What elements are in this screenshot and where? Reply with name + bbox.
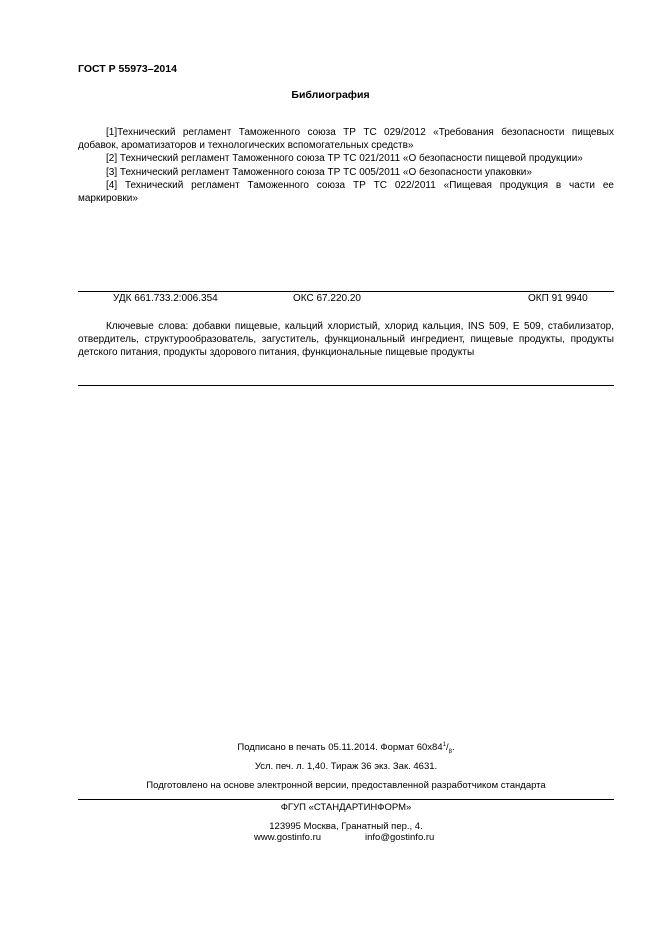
bibliography-item-2: [2] Технический регламент Таможенного союза ТР ТС 021/2011 «О безопасности пищевой продукции» xyxy=(106,153,583,165)
bibliography-item-1: [1]Технический регламент Таможенного союза ТР ТС 029/2012 «Требования безопасности пищевых добавок, ароматизаторов и технологических вспомогательных средств» xyxy=(78,127,614,152)
signed-suffix: . xyxy=(451,742,455,754)
bibliography-title: Библиография xyxy=(291,89,370,101)
bibliography-item-4: [4] Технический регламент Таможенного союза ТР ТС 022/2011 «Пищевая продукция в части ее маркировки» xyxy=(78,179,614,205)
imprint-rule xyxy=(78,799,614,800)
keywords-bottom-rule xyxy=(78,385,614,386)
document-code: ГОСТ Р 55973–2014 xyxy=(78,63,177,75)
website-link[interactable]: www.gostinfo.ru xyxy=(254,832,322,843)
keywords-paragraph: Ключевые слова: добавки пищевые, кальций хлористый, хлорид кальция, INS 509, E 509, стабилизатор, отвердитель, структурообразователь, загуститель, функциональный ингредиент, пищевые продукты, продукты детского питания, продукты здорового питания, функциональные пищевые продукты xyxy=(78,321,614,359)
bibliography-list xyxy=(78,126,614,205)
classification-top-rule xyxy=(78,291,614,292)
okp-code: ОКП 91 9940 xyxy=(528,293,588,304)
publisher-address: 123995 Москва, Гранатный пер., 4. xyxy=(269,821,423,832)
format-denominator: 8 xyxy=(448,749,452,756)
prepared-note: Подготовлено на основе электронной версии, предоставленной разработчиком стандарта xyxy=(146,780,546,791)
oks-code: ОКС 67.220.20 xyxy=(293,293,361,304)
signed-line xyxy=(78,742,614,755)
signed-text: Подписано в печать 05.11.2014. Формат 60х84 xyxy=(237,742,443,754)
format-slash: / xyxy=(445,742,449,754)
print-info: Усл. печ. л. 1,40. Тираж 36 экз. Зак. 4631. xyxy=(254,761,438,772)
format-numerator: 1 xyxy=(442,742,446,748)
email-link[interactable]: info@gostinfo.ru xyxy=(365,832,435,843)
udk-code: УДК 661.733.2:006.354 xyxy=(113,293,218,304)
bibliography-item-3: [3] Технический регламент Таможенного союза ТР ТС 005/2011 «О безопасности упаковки» xyxy=(106,166,532,178)
publisher-name: ФГУП «СТАНДАРТИНФОРМ» xyxy=(280,802,412,813)
